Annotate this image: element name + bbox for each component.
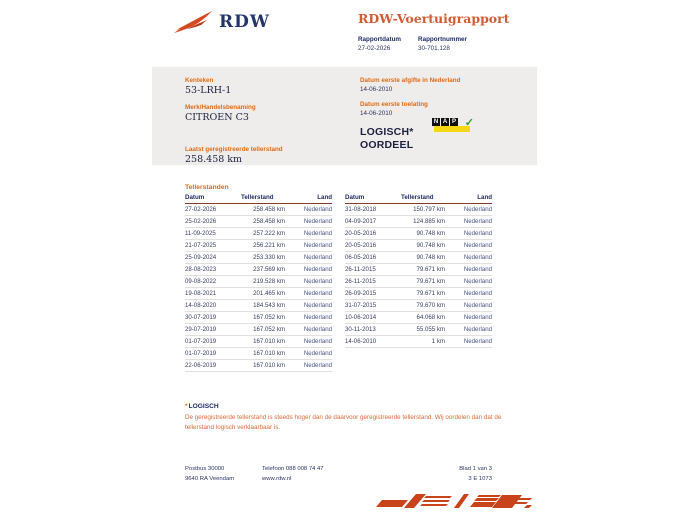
report-date-value: 27-02-2026 xyxy=(358,45,391,52)
page-title: RDW-Voertuigrapport xyxy=(358,11,510,26)
col-header-datum: Datum xyxy=(185,194,205,201)
cell-tellerstand: 90.748 km xyxy=(416,230,445,238)
cell-tellerstand: 1 km xyxy=(431,338,445,346)
cell-land: Nederland xyxy=(303,278,332,286)
toelating-value: 14-06-2010 xyxy=(360,110,393,117)
table-row xyxy=(185,252,332,264)
cell-datum: 26-11-2015 xyxy=(345,266,376,274)
laatste-tellerstand-label: Laatst geregistreerde tellerstand xyxy=(185,146,283,153)
footer-page-number: Blad 1 van 3 xyxy=(459,466,492,472)
nap-letter-n: N xyxy=(433,119,439,125)
table-row xyxy=(185,288,332,300)
table-row xyxy=(185,216,332,228)
footer-website: www.rdw.nl xyxy=(262,476,292,482)
cell-land: Nederland xyxy=(463,266,492,274)
cell-land: Nederland xyxy=(463,242,492,250)
cell-tellerstand: 219.528 km xyxy=(253,278,285,286)
cell-land: Nederland xyxy=(463,302,492,310)
cell-datum: 31-07-2015 xyxy=(345,302,377,310)
table-row xyxy=(185,360,332,372)
table-row xyxy=(185,204,332,216)
kenteken-value: 53-LRH-1 xyxy=(185,85,232,96)
cell-datum: 29-07-2019 xyxy=(185,326,217,334)
table-row xyxy=(185,228,332,240)
cell-land: Nederland xyxy=(463,206,492,214)
table-row xyxy=(345,324,492,336)
cell-land: Nederland xyxy=(463,230,492,238)
col-header-datum: Datum xyxy=(345,194,365,201)
report-number-label: Rapportnummer xyxy=(418,36,468,43)
table-row xyxy=(345,204,492,216)
nap-logo-icon xyxy=(432,118,474,134)
cell-land: Nederland xyxy=(303,242,332,250)
tellerstanden-table-left xyxy=(185,194,332,372)
footer-page-info xyxy=(459,466,492,486)
cell-datum: 26-11-2015 xyxy=(345,278,376,286)
cell-datum: 04-09-2017 xyxy=(345,218,377,226)
vehicle-info-left xyxy=(185,77,283,165)
footer-phone: Telefoon 088 008 74 47 xyxy=(262,466,324,472)
cell-datum: 30-11-2013 xyxy=(345,326,376,334)
note-title-text: LOGISCH xyxy=(188,403,219,410)
report-date-label: Rapportdatum xyxy=(358,36,402,43)
report-header xyxy=(358,11,558,52)
cell-tellerstand: 64.068 km xyxy=(416,314,445,322)
cell-tellerstand: 167.010 km xyxy=(253,361,285,369)
cell-land: Nederland xyxy=(303,218,332,226)
cell-datum: 09-08-2022 xyxy=(185,278,217,286)
cell-land: Nederland xyxy=(463,254,492,262)
table-row xyxy=(345,288,492,300)
report-number-value: 30-701.128 xyxy=(418,45,450,52)
cell-datum: 19-08-2021 xyxy=(185,290,217,298)
cell-datum: 25-02-2026 xyxy=(185,218,217,226)
table-row xyxy=(345,252,492,264)
laatste-tellerstand-value: 258.458 km xyxy=(185,154,243,165)
cell-tellerstand: 237.569 km xyxy=(253,266,285,274)
cell-tellerstand: 257.222 km xyxy=(253,230,285,238)
rdw-logo-text: RDW xyxy=(219,12,270,32)
table-row xyxy=(345,228,492,240)
cell-datum: 27-02-2026 xyxy=(185,206,217,214)
table-row xyxy=(185,312,332,324)
cell-datum: 31-08-2018 xyxy=(345,206,377,214)
cell-datum: 14-08-2020 xyxy=(185,302,217,310)
cell-tellerstand: 258.458 km xyxy=(253,206,285,214)
table-row xyxy=(345,240,492,252)
cell-datum: 01-07-2019 xyxy=(185,338,217,346)
cell-tellerstand: 201.465 km xyxy=(253,290,285,298)
vehicle-info-right xyxy=(360,77,530,151)
cell-datum: 06-05-2016 xyxy=(345,254,377,262)
afgifte-label: Datum eerste afgifte in Nederland xyxy=(360,77,461,84)
nap-letter-a: A xyxy=(442,119,448,125)
cell-tellerstand: 167.052 km xyxy=(253,326,285,334)
cell-land: Nederland xyxy=(463,290,492,298)
decorative-stripes-icon xyxy=(374,492,534,514)
cell-datum: 25-09-2024 xyxy=(185,254,217,262)
toelating-label: Datum eerste toelating xyxy=(360,101,428,108)
cell-tellerstand: 256.221 km xyxy=(253,242,285,250)
merk-value: CITROEN C3 xyxy=(185,112,249,123)
table-row xyxy=(345,216,492,228)
table-header xyxy=(185,194,332,204)
note-asterisk: * xyxy=(185,403,188,410)
table-row xyxy=(185,324,332,336)
cell-datum: 28-08-2023 xyxy=(185,266,217,274)
rdw-logo xyxy=(173,9,270,35)
cell-land: Nederland xyxy=(463,278,492,286)
cell-land: Nederland xyxy=(303,314,332,322)
cell-land: Nederland xyxy=(463,338,492,346)
cell-datum: 11-09-2025 xyxy=(185,230,216,238)
col-header-land: Land xyxy=(317,194,332,201)
cell-land: Nederland xyxy=(303,361,332,369)
table-row xyxy=(185,336,332,348)
cell-land: Nederland xyxy=(463,218,492,226)
table-header xyxy=(345,194,492,204)
cell-land: Nederland xyxy=(463,326,492,334)
cell-tellerstand: 90.748 km xyxy=(416,254,445,262)
cell-tellerstand: 253.330 km xyxy=(253,254,285,262)
footer-form-code: 3 E 1073 xyxy=(468,476,492,482)
cell-tellerstand: 55.055 km xyxy=(416,326,445,334)
cell-tellerstand: 167.052 km xyxy=(253,314,285,322)
vehicle-info-box xyxy=(152,67,537,165)
table-row xyxy=(185,240,332,252)
cell-tellerstand: 150.797 km xyxy=(413,206,445,214)
cell-datum: 20-05-2016 xyxy=(345,230,377,238)
table-row xyxy=(345,336,492,348)
cell-land: Nederland xyxy=(303,230,332,238)
nap-letter-p: P xyxy=(451,119,456,125)
table-row xyxy=(185,348,332,360)
merk-label: Merk/Handelsbenaming xyxy=(185,104,256,111)
cell-datum: 21-07-2025 xyxy=(185,242,217,250)
rdw-swoosh-icon xyxy=(173,9,213,35)
report-date-block xyxy=(358,36,401,52)
cell-datum: 14-06-2010 xyxy=(345,338,377,346)
table-row xyxy=(185,264,332,276)
col-header-tellerstand: Tellerstand xyxy=(401,194,434,201)
report-number-block xyxy=(418,36,467,52)
tellerstanden-tables xyxy=(185,194,492,372)
cell-tellerstand: 184.543 km xyxy=(253,302,285,310)
footer-address xyxy=(185,466,262,486)
cell-land: Nederland xyxy=(303,254,332,262)
page-footer xyxy=(185,466,492,486)
logisch-note xyxy=(185,403,520,432)
cell-datum: 10-06-2014 xyxy=(345,314,377,322)
cell-land: Nederland xyxy=(303,350,332,357)
cell-datum: 01-07-2019 xyxy=(185,350,217,357)
cell-tellerstand: 79.671 km xyxy=(416,266,445,274)
table-row xyxy=(345,300,492,312)
cell-land: Nederland xyxy=(303,302,332,310)
note-title xyxy=(185,403,520,410)
cell-datum: 20-05-2016 xyxy=(345,242,377,250)
note-text: De geregistreerde tellerstand is steeds hoger dan de daarvoor geregistreerde tellerstand. Wij oordelen dan dat de tellerstand logisch verklaarbaar is. xyxy=(185,414,502,431)
cell-tellerstand: 79.670 km xyxy=(416,302,445,310)
cell-datum: 26-09-2015 xyxy=(345,290,377,298)
afgifte-value: 14-06-2010 xyxy=(360,86,393,93)
tellerstanden-table-right xyxy=(345,194,492,372)
cell-land: Nederland xyxy=(303,266,332,274)
kenteken-label: Kenteken xyxy=(185,77,214,84)
table-row xyxy=(185,300,332,312)
cell-land: Nederland xyxy=(303,290,332,298)
oordeel-line2: OORDEEL xyxy=(360,138,414,151)
table-row xyxy=(345,276,492,288)
cell-datum: 22-06-2019 xyxy=(185,361,217,369)
tellerstanden-title: Tellerstanden xyxy=(185,184,229,191)
nap-checkmark-icon: ✓ xyxy=(464,117,474,129)
col-header-land: Land xyxy=(477,194,492,201)
cell-land: Nederland xyxy=(303,326,332,334)
cell-tellerstand: 79.671 km xyxy=(416,290,445,298)
footer-address-line2: 9640 RA Veendam xyxy=(185,476,235,482)
cell-tellerstand: 167.010 km xyxy=(253,350,285,357)
cell-tellerstand: 90.748 km xyxy=(416,242,445,250)
footer-contact xyxy=(262,466,459,486)
cell-tellerstand: 258.458 km xyxy=(253,218,285,226)
cell-datum: 30-07-2019 xyxy=(185,314,217,322)
cell-tellerstand: 167.010 km xyxy=(253,338,285,346)
footer-address-line1: Postbus 30000 xyxy=(185,466,225,472)
col-header-tellerstand: Tellerstand xyxy=(241,194,274,201)
cell-land: Nederland xyxy=(303,206,332,214)
oordeel-line1: LOGISCH* xyxy=(360,126,414,138)
table-row xyxy=(345,312,492,324)
cell-tellerstand: 124.885 km xyxy=(413,218,445,226)
cell-land: Nederland xyxy=(463,314,492,322)
table-row xyxy=(345,264,492,276)
cell-land: Nederland xyxy=(303,338,332,346)
cell-tellerstand: 79.671 km xyxy=(416,278,445,286)
table-row xyxy=(185,276,332,288)
